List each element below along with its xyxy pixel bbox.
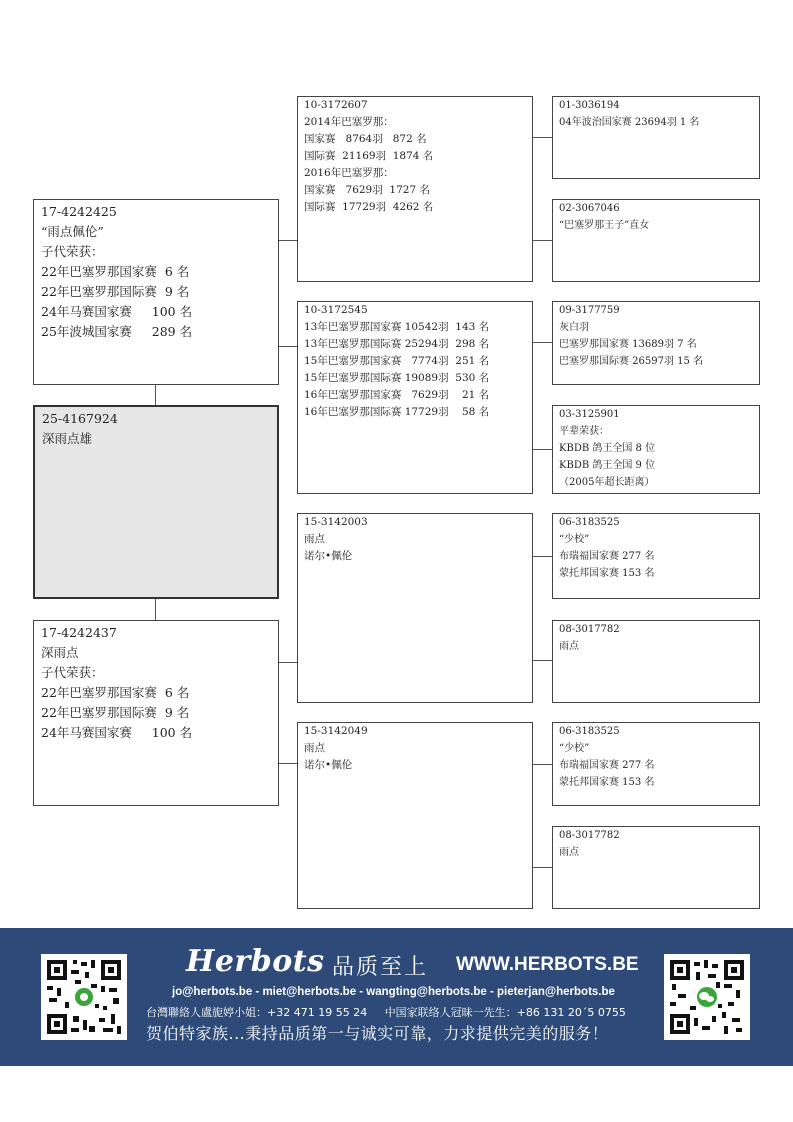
pedigree-gen3-2: [552, 199, 760, 282]
wechat-qr-code-icon: [664, 954, 750, 1040]
info-line: 国家赛 8764羽 872 名: [304, 133, 427, 145]
info-line: 雨点: [304, 742, 325, 754]
info-line: 子代荣获：: [41, 665, 104, 680]
connector: [533, 449, 552, 450]
info-line: 布瑞福国家赛 277 名: [559, 760, 655, 771]
info-line: 16年巴塞罗那国际赛 17729羽 58 名: [304, 406, 490, 418]
ring-number: 03-3125901: [559, 409, 620, 420]
pedigree-dam: [33, 620, 279, 806]
info-line: 15年巴塞罗那国家赛 7774羽 251 名: [304, 355, 490, 367]
info-line: 灰白羽: [559, 322, 589, 333]
connector: [155, 599, 156, 620]
info-line: 25年波城国家赛 289 名: [41, 324, 193, 339]
info-line: 24年马赛国家赛 100 名: [41, 725, 193, 740]
contact-line: [146, 1004, 640, 1020]
footer-banner: [0, 928, 793, 1066]
ring-number: 15-3142049: [304, 725, 368, 737]
info-line: 2014年巴塞罗那：: [304, 116, 394, 128]
info-line: 子代荣获：: [41, 244, 104, 259]
connector: [533, 660, 552, 661]
pedigree-gen3-6: [552, 620, 760, 703]
info-line: 22年巴塞罗那国际赛 9 名: [41, 705, 190, 720]
info-line: 平辈荣获：: [559, 426, 609, 437]
ring-number: 09-3177759: [559, 305, 620, 316]
connector: [533, 764, 552, 765]
connector: [533, 240, 552, 241]
info-line: 雨点: [559, 641, 579, 652]
ring-number: 06-3183525: [559, 517, 620, 528]
info-line: 雨点: [559, 847, 579, 858]
connector: [279, 763, 297, 764]
info-line: 13年巴塞罗那国际赛 25294羽 298 名: [304, 338, 490, 350]
ring-number: 01-3036194: [559, 100, 620, 111]
pedigree-dam-dam: [297, 722, 533, 909]
info-line: 16年巴塞罗那国家赛 7629羽 21 名: [304, 389, 490, 401]
slogan: 品质至上: [332, 955, 429, 980]
connector: [533, 137, 552, 138]
info-line: 国际赛 21169羽 1874 名: [304, 150, 434, 162]
info-line: 诺尔•佩伦: [304, 550, 353, 562]
info-line: 深雨点: [41, 645, 79, 660]
info-line: 蒙托邦国家赛 153 名: [559, 777, 655, 788]
info-line: （2005年超长距离）: [559, 477, 655, 488]
pedigree-sire-sire: [297, 96, 533, 282]
info-line: 22年巴塞罗那国家赛 6 名: [41, 264, 190, 279]
pedigree-sire: [33, 199, 279, 385]
ring-number: 08-3017782: [559, 830, 620, 841]
contact-taiwan: 台灣聯絡人盧旎婷小姐：+32 471 19 55 24: [146, 1006, 368, 1019]
qr-code-icon: [41, 954, 127, 1040]
pedigree-sire-dam: [297, 301, 533, 494]
info-line: “雨点佩伦”: [41, 224, 104, 239]
pedigree-gen3-1: [552, 96, 760, 179]
info-line: 雨点: [304, 533, 325, 545]
email-list[interactable]: jo@herbots.be - miet@herbots.be - wangting@herbots.be - pieterjan@herbots.be: [172, 986, 615, 998]
ring-number: 17-4242425: [41, 204, 117, 219]
ring-number: 10-3172545: [304, 304, 368, 316]
info-line: 22年巴塞罗那国家赛 6 名: [41, 685, 190, 700]
info-line: 22年巴塞罗那国际赛 9 名: [41, 284, 190, 299]
pedigree-gen3-7: [552, 722, 760, 806]
ring-number: 10-3172607: [304, 99, 368, 111]
pedigree-dam-sire: [297, 513, 533, 703]
ring-number: 02-3067046: [559, 203, 620, 214]
info-line: “少校”: [559, 743, 590, 754]
info-line: 24年马赛国家赛 100 名: [41, 304, 193, 319]
contact-china: 中国家联络人冠昧一先生：+86 131 20´5 0755: [384, 1006, 626, 1019]
pedigree-subject: [33, 405, 279, 599]
info-line: 国际赛 17729羽 4262 名: [304, 201, 434, 213]
info-line: 2016年巴塞罗那：: [304, 167, 394, 179]
connector: [533, 342, 552, 343]
website-link[interactable]: WWW.HERBOTS.BE: [456, 954, 639, 975]
connector: [279, 346, 297, 347]
info-line: 巴塞罗那国家赛 13689羽 7 名: [559, 339, 697, 350]
connector: [279, 662, 297, 663]
pedigree-gen3-5: [552, 513, 760, 599]
connector: [155, 385, 156, 405]
ring-number: 06-3183525: [559, 726, 620, 737]
info-line: 布瑞福国家赛 277 名: [559, 551, 655, 562]
info-line: 15年巴塞罗那国际赛 19089羽 530 名: [304, 372, 490, 384]
pedigree-gen3-3: [552, 301, 760, 385]
info-line: 蒙托邦国家赛 153 名: [559, 568, 655, 579]
info-line: 巴塞罗那国际赛 26597羽 15 名: [559, 356, 704, 367]
connector: [533, 556, 552, 557]
pigeon-name: 深雨点雄: [42, 431, 93, 446]
ring-number: 25-4167924: [42, 411, 118, 426]
info-line: KBDB 鸽王全国 8 位: [559, 443, 656, 454]
info-line: “巴塞罗那王子”直女: [559, 220, 650, 231]
info-line: 国家赛 7629羽 1727 名: [304, 184, 430, 196]
ring-number: 08-3017782: [559, 624, 620, 635]
info-line: 13年巴塞罗那国家赛 10542羽 143 名: [304, 321, 490, 333]
brand-logo: Herbots: [186, 944, 325, 979]
info-line: 04年波治国家赛 23694羽 1 名: [559, 117, 700, 128]
motto: 贺伯特家族...秉持品质第一与诚实可靠，力求提供完美的服务！: [146, 1024, 609, 1043]
ring-number: 15-3142003: [304, 516, 368, 528]
connector: [533, 867, 552, 868]
ring-number: 17-4242437: [41, 625, 117, 640]
info-line: KBDB 鸽王全国 9 位: [559, 460, 656, 471]
pedigree-gen3-4: [552, 405, 760, 494]
pedigree-gen3-8: [552, 826, 760, 909]
info-line: 诺尔•佩伦: [304, 759, 353, 771]
connector: [279, 240, 297, 241]
info-line: “少校”: [559, 534, 590, 545]
